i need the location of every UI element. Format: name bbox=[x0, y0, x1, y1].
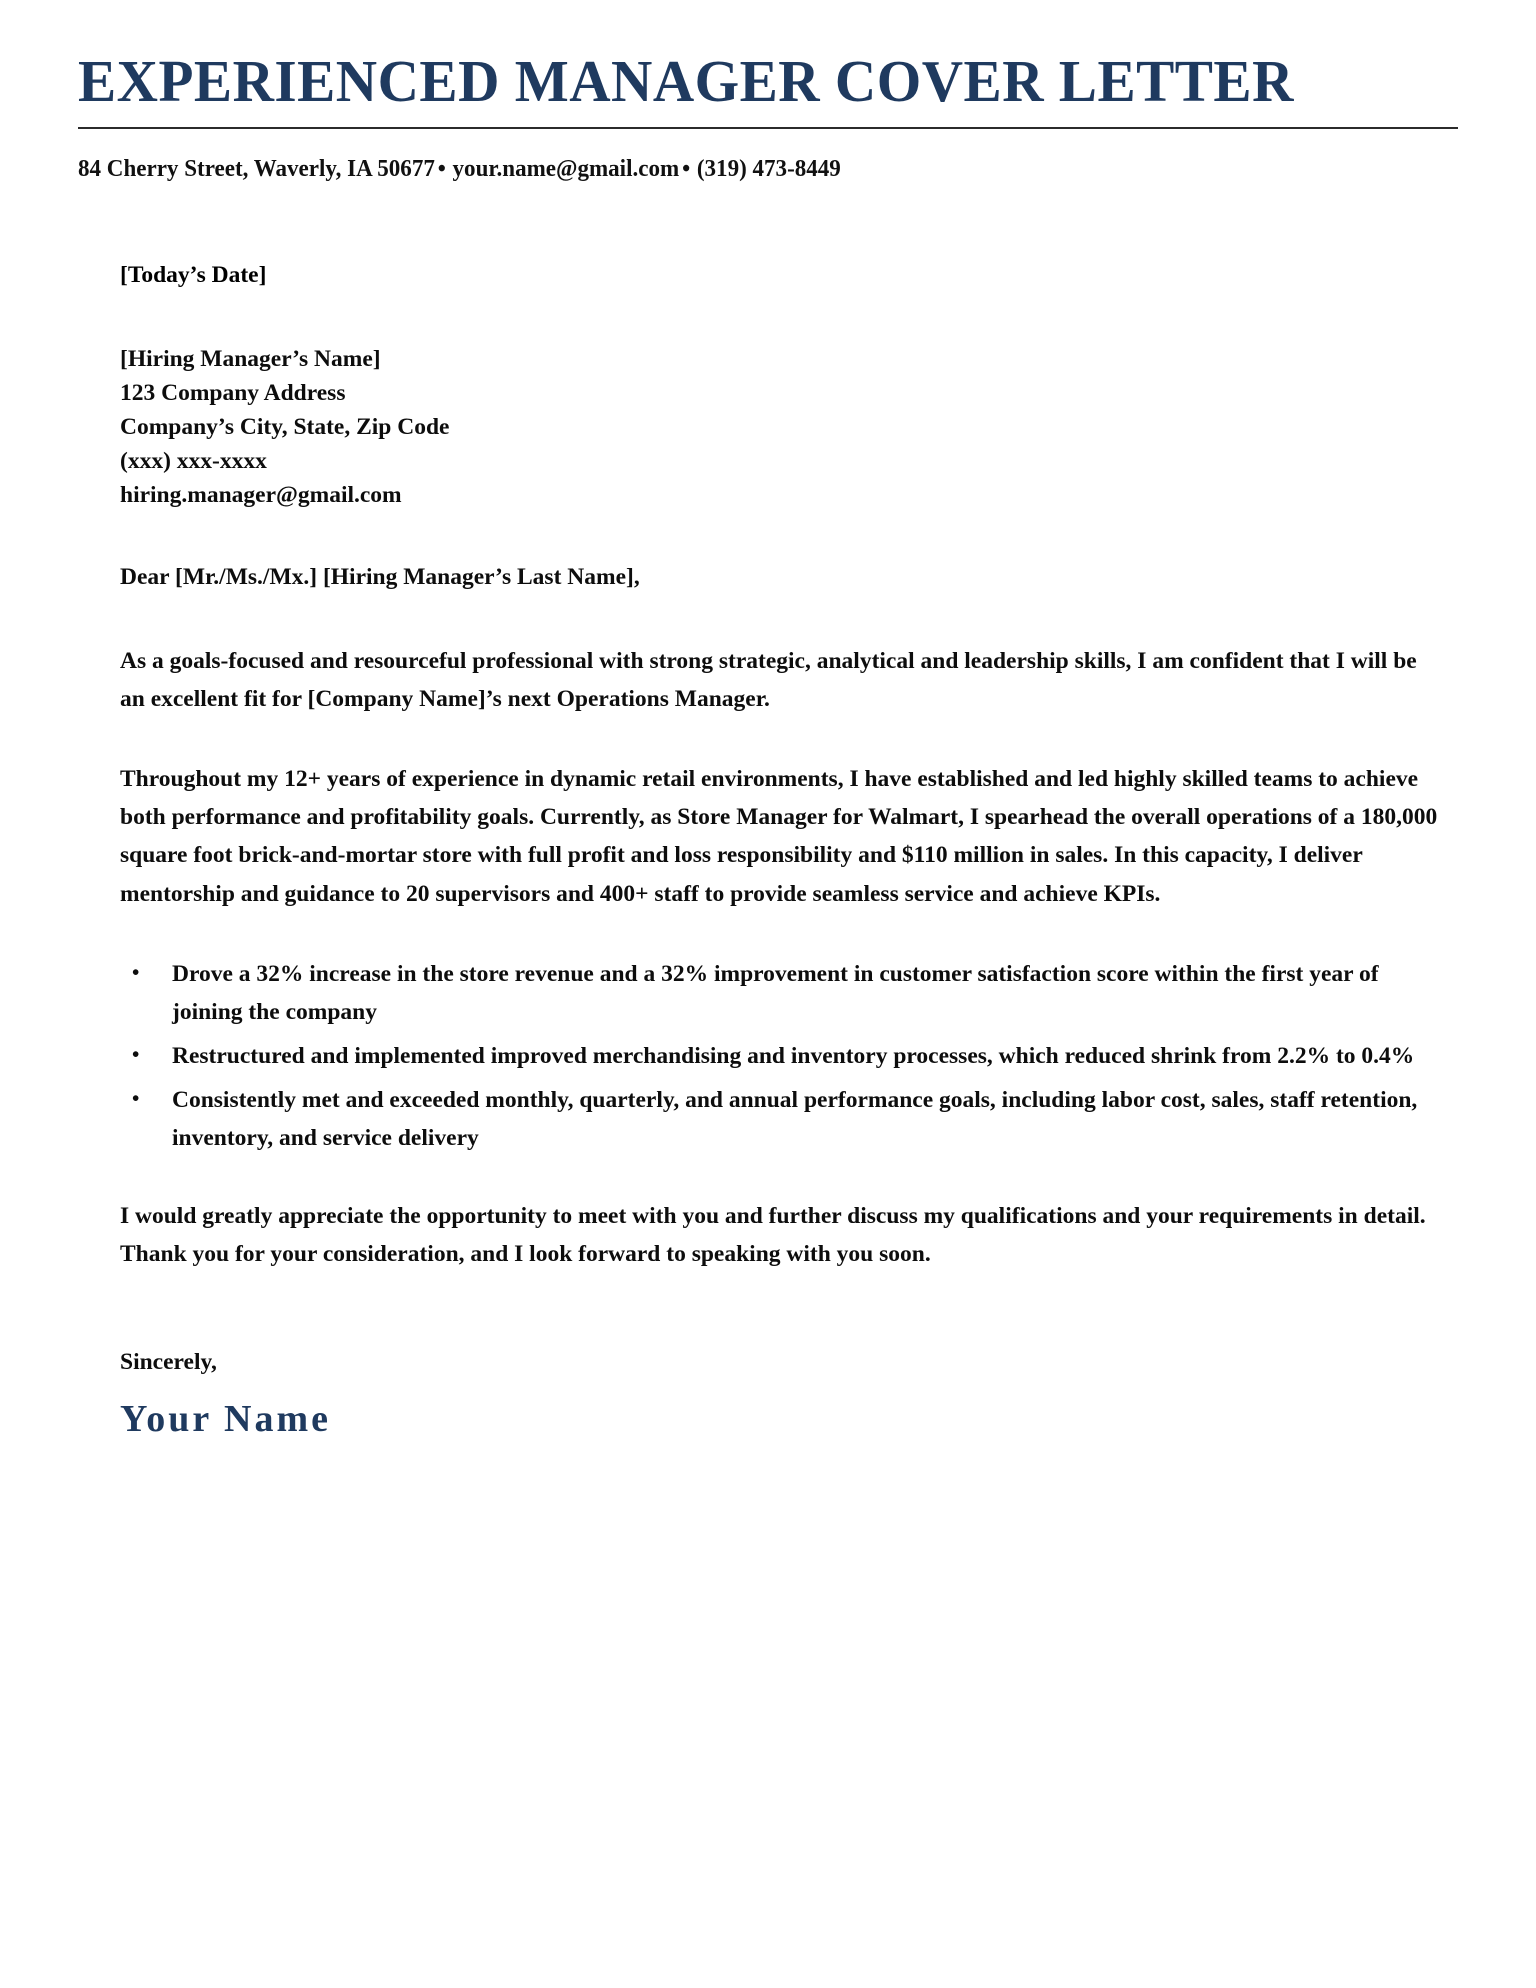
list-item: • Consistently met and exceeded monthly, quarterly, and annual performance goals, including labor cost, sales, staff retention, inventory, and service delivery bbox=[120, 1081, 1444, 1157]
body-paragraph-1: As a goals-focused and resourceful professional with strong strategic, analytical and leadership skills, I am confident that I will be an excellent fit for [Company Name]’s next Operations Manager. bbox=[120, 648, 1417, 713]
contact-separator-1: • bbox=[437, 156, 446, 182]
recipient-street: 123 Company Address bbox=[120, 379, 346, 406]
contact-address: 84 Cherry Street, Waverly, IA 50677 bbox=[78, 156, 435, 182]
letter-header bbox=[0, 0, 1536, 184]
list-item: • Drove a 32% increase in the store revenue and a 32% improvement in customer satisfaction score within the first year of joining the company bbox=[120, 955, 1444, 1031]
contact-separator-2: • bbox=[682, 156, 691, 182]
page-title: EXPERIENCED MANAGER COVER LETTER bbox=[78, 48, 1294, 114]
contact-email[interactable]: your.name@gmail.com bbox=[452, 156, 680, 182]
list-item: • Restructured and implemented improved merchandising and inventory processes, which reduced shrink from 2.2% to 0.4% bbox=[120, 1037, 1444, 1075]
recipient-city-state-zip: Company’s City, State, Zip Code bbox=[120, 413, 450, 440]
letter-body bbox=[0, 258, 1536, 1443]
recipient-email: hiring.manager@gmail.com bbox=[120, 482, 402, 509]
recipient-name: [Hiring Manager’s Name] bbox=[120, 345, 381, 372]
signoff: Sincerely, bbox=[120, 1349, 217, 1376]
body-paragraph-2: Throughout my 12+ years of experience in dynamic retail environments, I have established and led highly skilled teams to achieve both performance and profitability goals. Currently, as Store Manager for Walmart, I spearhead the overall operations of a 180,000 square foot brick-and-mortar store with full profit and loss responsibility and $110 million in sales. In this capacity, I deliver mentorship and guidance to 20 supervisors and 400+ staff to provide seamless service and achieve KPIs. bbox=[120, 766, 1438, 907]
date-line: [Today’s Date] bbox=[120, 261, 267, 288]
recipient-address-block bbox=[120, 342, 1444, 512]
signature-name: Your Name bbox=[120, 1398, 332, 1441]
recipient-phone: (xxx) xxx-xxxx bbox=[120, 448, 267, 475]
salutation: Dear [Mr./Ms./Mx.] [Hiring Manager’s Last Name], bbox=[120, 564, 640, 591]
closing-paragraph: I would greatly appreciate the opportunity to meet with you and further discuss my qualifications and your requirements in detail. Thank you for your consideration, and I look forward to speaking with you soon. bbox=[120, 1202, 1426, 1267]
achievements-list bbox=[120, 955, 1444, 1157]
contact-phone[interactable]: (319) 473-8449 bbox=[696, 156, 841, 182]
contact-line bbox=[78, 155, 1403, 184]
title-divider bbox=[78, 127, 1458, 129]
